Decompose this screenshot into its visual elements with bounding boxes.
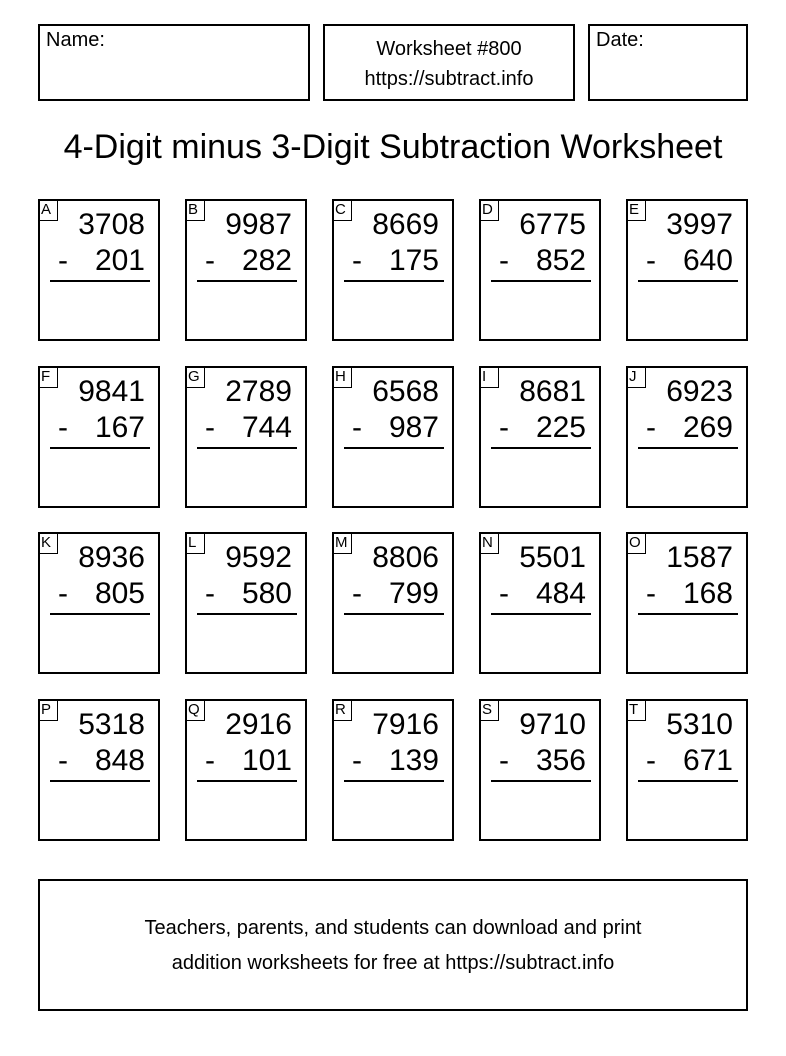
subtrahend: 852 xyxy=(535,244,586,277)
subtrahend: 805 xyxy=(94,577,145,610)
minuend: 5501 xyxy=(519,541,586,574)
problem-card[interactable] xyxy=(479,199,601,341)
problem-card[interactable] xyxy=(479,532,601,674)
subtrahend: 269 xyxy=(682,411,733,444)
minus-sign: - xyxy=(646,744,656,777)
problem-letter: I xyxy=(479,366,499,388)
minuend: 6923 xyxy=(666,375,733,408)
minuend: 1587 xyxy=(666,541,733,574)
problem-letter: C xyxy=(332,199,352,221)
answer-line xyxy=(344,280,444,282)
minus-sign: - xyxy=(58,577,68,610)
subtrahend: 799 xyxy=(388,577,439,610)
answer-line xyxy=(638,280,738,282)
problem-card[interactable] xyxy=(626,699,748,841)
problem-card[interactable] xyxy=(626,366,748,508)
problem-card[interactable] xyxy=(38,366,160,508)
problem-letter: H xyxy=(332,366,352,388)
page-title: 4-Digit minus 3-Digit Subtraction Worksheet xyxy=(63,128,723,166)
problem-card[interactable] xyxy=(479,366,601,508)
answer-line xyxy=(197,780,297,782)
minus-sign: - xyxy=(58,411,68,444)
answer-line xyxy=(638,613,738,615)
subtrahend: 484 xyxy=(535,577,586,610)
footer-box xyxy=(38,879,748,1011)
problem-letter: G xyxy=(185,366,205,388)
date-label: Date: xyxy=(596,29,644,51)
answer-line xyxy=(491,280,591,282)
answer-line xyxy=(50,613,150,615)
answer-line xyxy=(344,447,444,449)
minus-sign: - xyxy=(499,411,509,444)
subtrahend: 167 xyxy=(94,411,145,444)
problem-card[interactable] xyxy=(185,366,307,508)
answer-line xyxy=(50,280,150,282)
problem-card[interactable] xyxy=(38,199,160,341)
problem-letter: N xyxy=(479,532,499,554)
footer-line-1: Teachers, parents, and students can download and print xyxy=(144,917,642,939)
minus-sign: - xyxy=(205,744,215,777)
worksheet-number: Worksheet #800 xyxy=(376,38,522,60)
minus-sign: - xyxy=(352,577,362,610)
minus-sign: - xyxy=(646,577,656,610)
answer-line xyxy=(638,780,738,782)
minus-sign: - xyxy=(58,744,68,777)
minuend: 2789 xyxy=(225,375,292,408)
problem-letter: B xyxy=(185,199,205,221)
answer-line xyxy=(344,613,444,615)
minuend: 9710 xyxy=(519,708,586,741)
minuend: 8936 xyxy=(78,541,145,574)
problem-letter: L xyxy=(185,532,205,554)
minuend: 9987 xyxy=(225,208,292,241)
answer-line xyxy=(197,280,297,282)
problem-letter: D xyxy=(479,199,499,221)
subtrahend: 175 xyxy=(388,244,439,277)
subtrahend: 848 xyxy=(94,744,145,777)
subtrahend: 282 xyxy=(241,244,292,277)
subtrahend: 580 xyxy=(241,577,292,610)
problem-letter: Q xyxy=(185,699,205,721)
problem-letter: S xyxy=(479,699,499,721)
minus-sign: - xyxy=(58,244,68,277)
minus-sign: - xyxy=(352,411,362,444)
answer-line xyxy=(50,780,150,782)
minus-sign: - xyxy=(205,244,215,277)
subtrahend: 139 xyxy=(388,744,439,777)
minus-sign: - xyxy=(499,577,509,610)
minuend: 9592 xyxy=(225,541,292,574)
problem-card[interactable] xyxy=(332,699,454,841)
subtrahend: 225 xyxy=(535,411,586,444)
minuend: 5310 xyxy=(666,708,733,741)
problem-letter: R xyxy=(332,699,352,721)
subtrahend: 744 xyxy=(241,411,292,444)
answer-line xyxy=(197,447,297,449)
problem-card[interactable] xyxy=(185,532,307,674)
minuend: 3997 xyxy=(666,208,733,241)
minuend: 7916 xyxy=(372,708,439,741)
minuend: 8806 xyxy=(372,541,439,574)
minuend: 8669 xyxy=(372,208,439,241)
minuend: 6775 xyxy=(519,208,586,241)
minus-sign: - xyxy=(352,244,362,277)
problem-letter: F xyxy=(38,366,58,388)
minus-sign: - xyxy=(646,411,656,444)
answer-line xyxy=(50,447,150,449)
subtrahend: 671 xyxy=(682,744,733,777)
name-label: Name: xyxy=(46,29,105,51)
minuend: 6568 xyxy=(372,375,439,408)
minuend: 3708 xyxy=(78,208,145,241)
problem-card[interactable] xyxy=(479,699,601,841)
problem-letter: A xyxy=(38,199,58,221)
problem-card[interactable] xyxy=(332,366,454,508)
subtrahend: 101 xyxy=(241,744,292,777)
footer-line-2: addition worksheets for free at https://subtract.info xyxy=(171,952,615,974)
minuend: 9841 xyxy=(78,375,145,408)
minus-sign: - xyxy=(352,744,362,777)
subtrahend: 168 xyxy=(682,577,733,610)
problem-letter: T xyxy=(626,699,646,721)
problem-letter: E xyxy=(626,199,646,221)
problem-card[interactable] xyxy=(332,199,454,341)
problem-card[interactable] xyxy=(38,532,160,674)
problem-card[interactable] xyxy=(185,199,307,341)
subtrahend: 201 xyxy=(94,244,145,277)
answer-line xyxy=(491,447,591,449)
problem-card[interactable] xyxy=(332,532,454,674)
problem-letter: K xyxy=(38,532,58,554)
answer-line xyxy=(638,447,738,449)
answer-line xyxy=(197,613,297,615)
problem-letter: J xyxy=(626,366,646,388)
subtrahend: 987 xyxy=(388,411,439,444)
problem-card[interactable] xyxy=(626,199,748,341)
minus-sign: - xyxy=(499,744,509,777)
problem-letter: P xyxy=(38,699,58,721)
problem-card[interactable] xyxy=(38,699,160,841)
minus-sign: - xyxy=(646,244,656,277)
problem-card[interactable] xyxy=(626,532,748,674)
answer-line xyxy=(491,780,591,782)
subtrahend: 640 xyxy=(682,244,733,277)
subtrahend: 356 xyxy=(535,744,586,777)
minuend: 5318 xyxy=(78,708,145,741)
problem-card[interactable] xyxy=(185,699,307,841)
minus-sign: - xyxy=(205,411,215,444)
minuend: 8681 xyxy=(519,375,586,408)
worksheet-url: https://subtract.info xyxy=(364,68,534,90)
minus-sign: - xyxy=(205,577,215,610)
minus-sign: - xyxy=(499,244,509,277)
answer-line xyxy=(491,613,591,615)
answer-line xyxy=(344,780,444,782)
minuend: 2916 xyxy=(225,708,292,741)
problem-letter: O xyxy=(626,532,646,554)
problem-letter: M xyxy=(332,532,352,554)
